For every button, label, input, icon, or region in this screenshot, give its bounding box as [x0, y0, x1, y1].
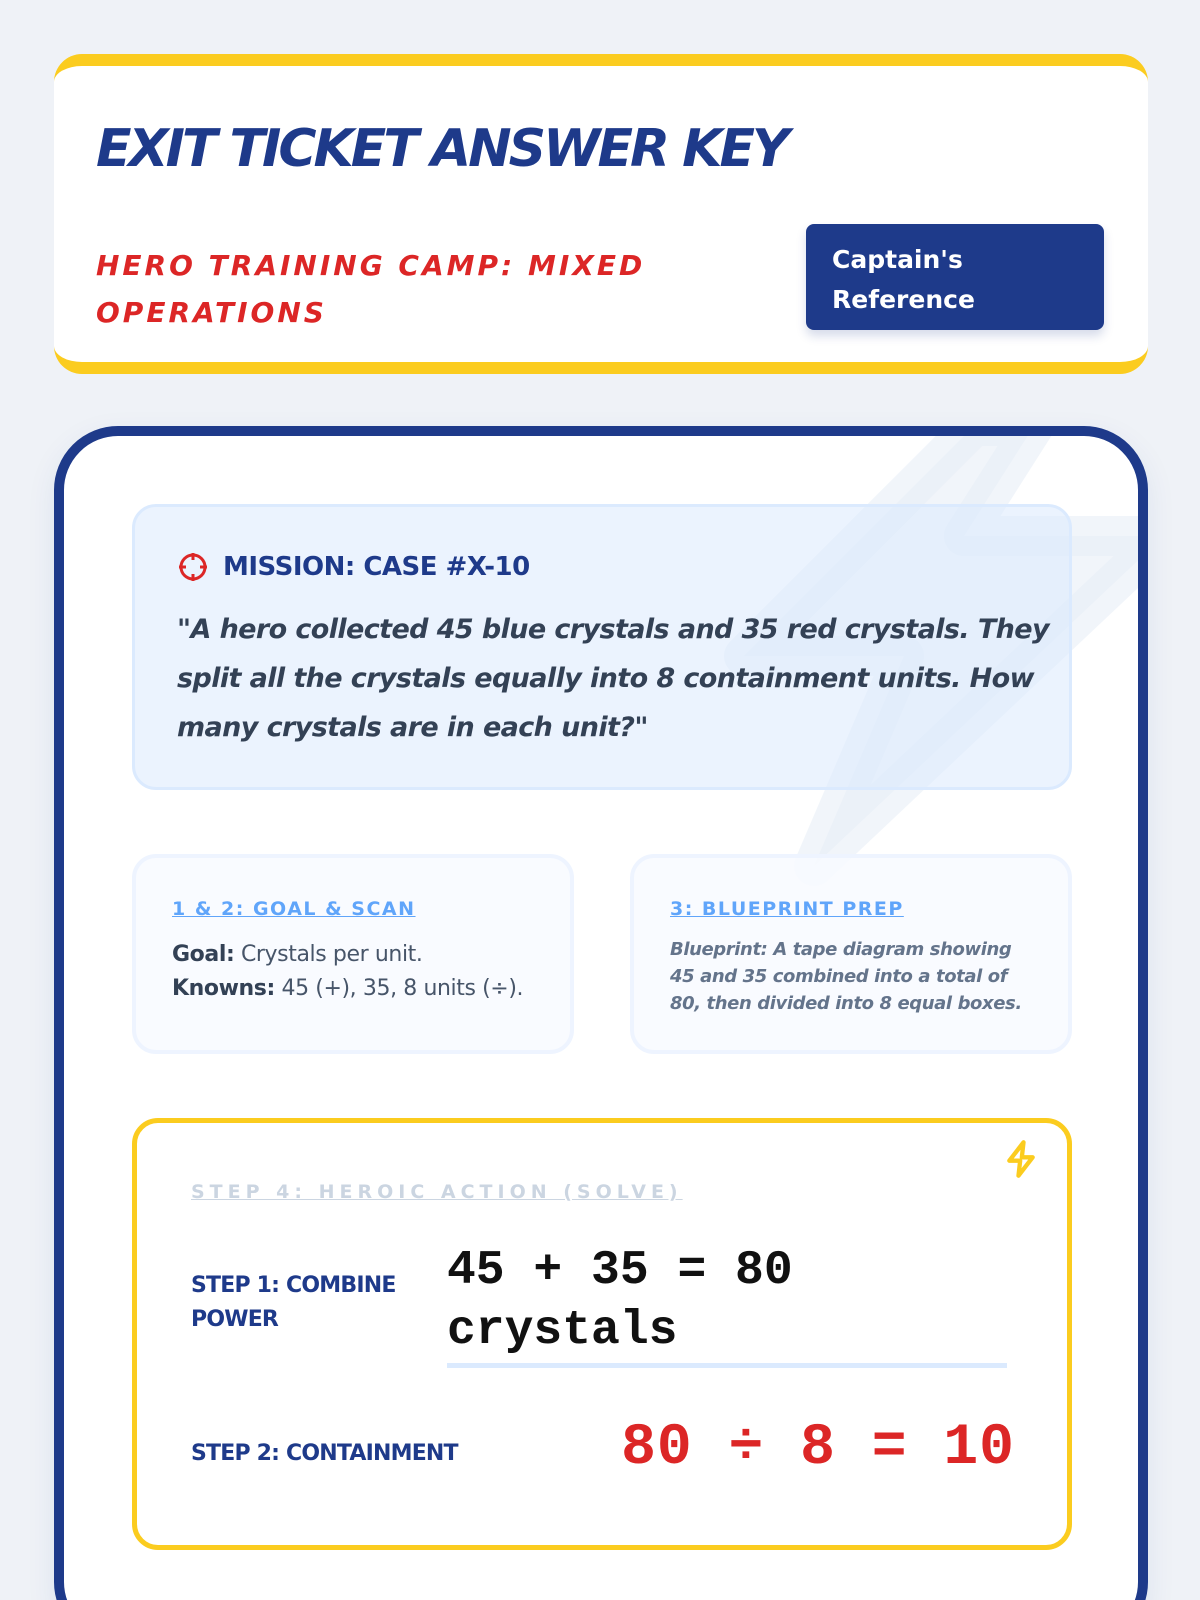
lightning-bolt-icon — [1001, 1139, 1041, 1179]
step2-label: STEP 2: CONTAINMENT — [191, 1441, 458, 1466]
page-title: EXIT TICKET ANSWER KEY — [96, 119, 787, 179]
mission-title: MISSION: CASE #X-10 — [223, 552, 530, 582]
goal-value: Crystals per unit. — [234, 942, 423, 967]
mission-box — [132, 504, 1072, 790]
crosshair-icon — [177, 551, 209, 583]
page-subtitle: HERO TRAINING CAMP: MIXED OPERATIONS — [96, 249, 646, 329]
blueprint-text: Blueprint: A tape diagram showing 45 and 35 combined into a total of 80, then divided into 8 equal boxes. — [670, 939, 1022, 1014]
goal-label: Goal: — [172, 942, 235, 967]
blueprint-card — [630, 854, 1072, 1054]
step1-label: STEP 1: COMBINE POWER — [191, 1273, 396, 1332]
captains-reference-badge: Captain's Reference — [806, 224, 1104, 330]
mission-problem-text: "A hero collected 45 blue crystals and 35 red crystals. They split all the crystals equally into 8 containment units. How many crystals are in each unit?" — [177, 614, 1049, 743]
step1-answer: 45 + 35 = 80 crystals — [447, 1244, 793, 1358]
header-card — [54, 54, 1148, 374]
knowns-label: Knowns: — [172, 976, 275, 1001]
solve-title: STEP 4: HEROIC ACTION (SOLVE) — [191, 1181, 683, 1203]
answer-underline — [447, 1363, 1007, 1368]
goal-scan-title: 1 & 2: GOAL & SCAN — [172, 898, 416, 920]
goal-scan-card — [132, 854, 574, 1054]
solve-box — [132, 1118, 1072, 1550]
blueprint-title: 3: BLUEPRINT PREP — [670, 898, 904, 920]
main-card — [54, 426, 1148, 1600]
goal-scan-body — [172, 938, 552, 1006]
step2-answer: 80 ÷ 8 = 10 — [621, 1416, 1015, 1481]
mission-header — [177, 551, 530, 583]
knowns-value: 45 (+), 35, 8 units (÷). — [274, 976, 524, 1001]
